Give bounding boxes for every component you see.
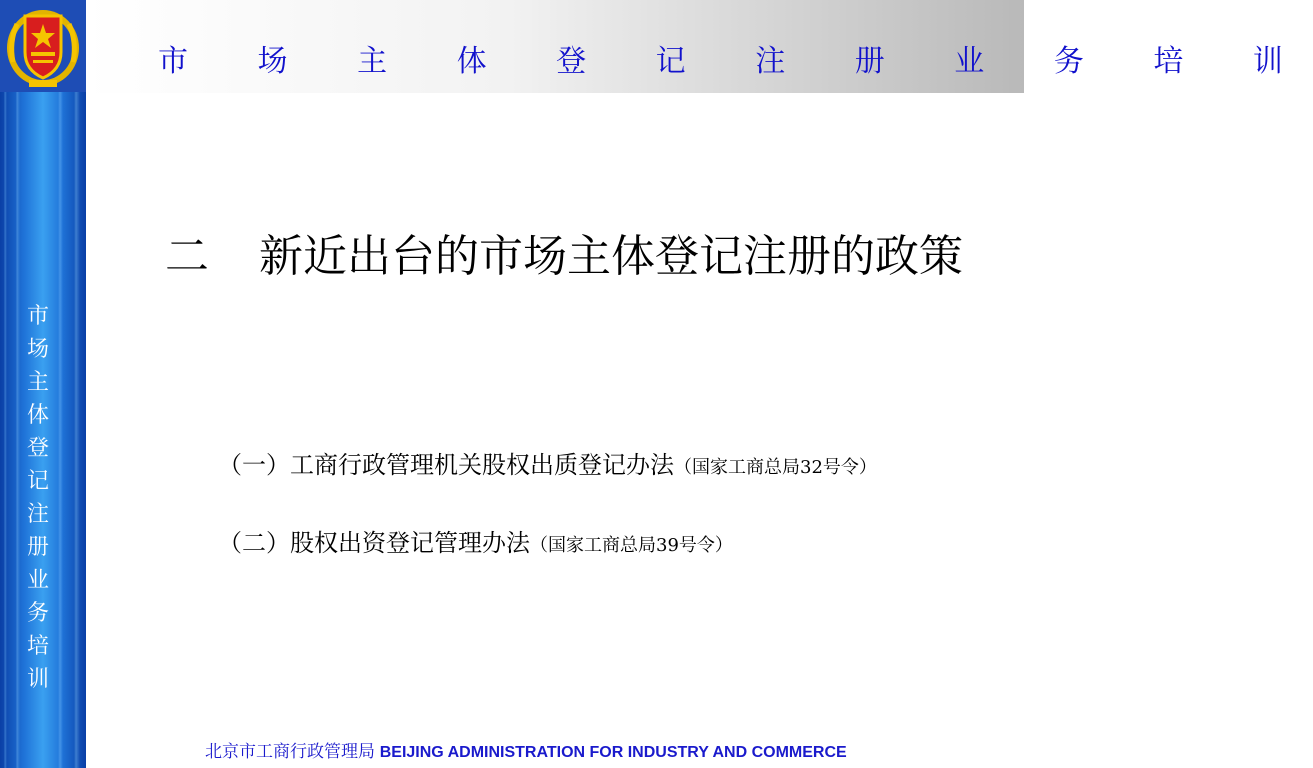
sidebar-vertical-title: 市场主体登记注册业务培训: [26, 304, 49, 692]
section-heading-text: 新近出台的市场主体登记注册的政策: [259, 231, 963, 282]
footer-chinese: 北京市工商行政管理局: [205, 742, 375, 761]
list-item-label: （一）工商行政管理机关股权出质登记办法: [218, 451, 674, 479]
list-item-source: （国家工商总局39号令）: [530, 535, 733, 556]
section-heading: [165, 225, 995, 289]
footer: [205, 737, 847, 762]
sidebar: [0, 0, 86, 768]
header-banner: [86, 0, 1313, 93]
list-item: [218, 523, 733, 558]
list-item-source: （国家工商总局32号令）: [674, 457, 877, 478]
list-item-label: （二）股权出资登记管理办法: [218, 529, 530, 557]
section-number: 二: [165, 231, 209, 282]
footer-english: BEIJING ADMINISTRATION FOR INDUSTRY AND COMMERCE: [379, 744, 847, 761]
page-title: 市 场 主 体 登 记 注 册 业 务 培 训: [158, 44, 1313, 79]
administration-emblem-icon: [3, 2, 83, 90]
list-item: [218, 445, 877, 480]
emblem-box: [0, 0, 86, 92]
